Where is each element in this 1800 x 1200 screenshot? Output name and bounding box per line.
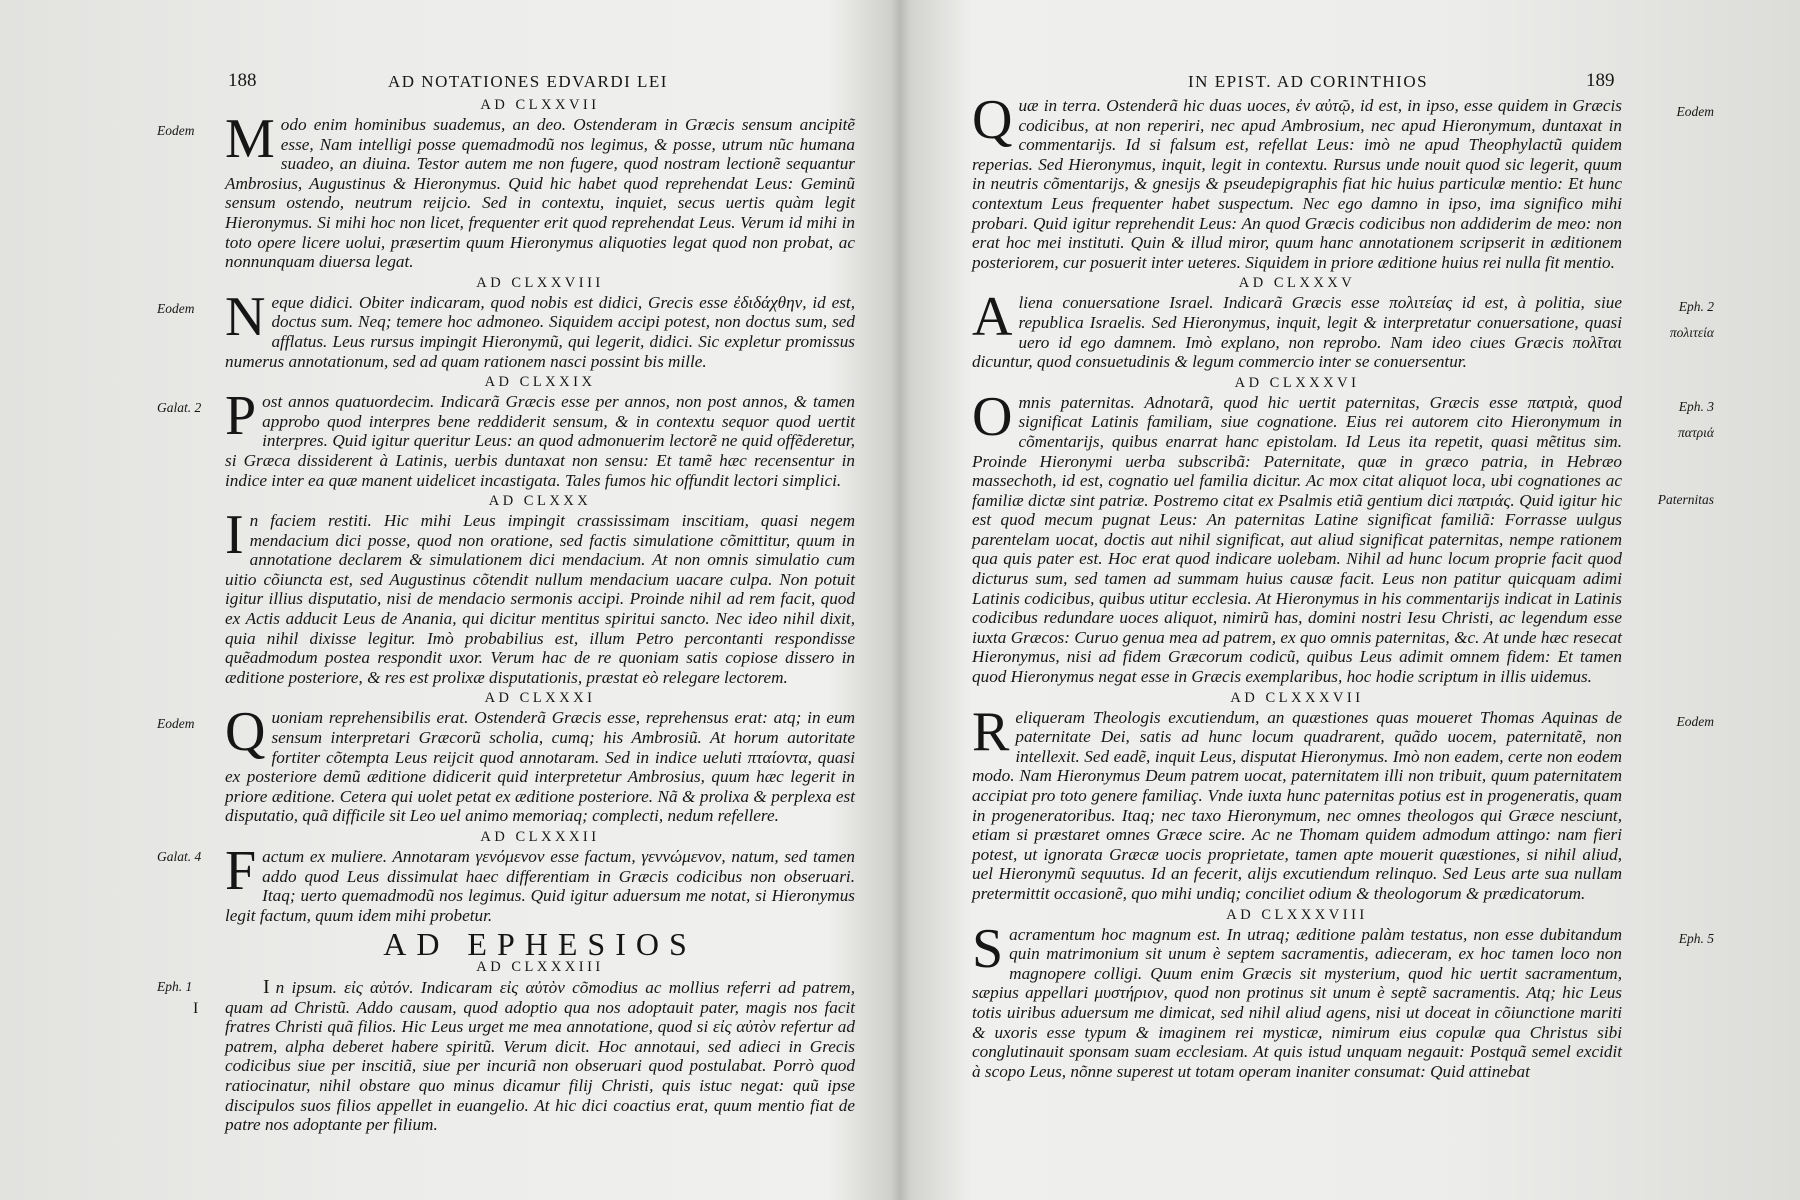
margin-greek-gloss: πατριά [1678, 424, 1714, 440]
margin-reference: Eodem [157, 716, 195, 732]
margin-reference: Eph. 2 [1678, 299, 1714, 315]
annotation-heading: AD CLXXXV [1238, 275, 1356, 292]
annotation-text: Omnis paternitas. Adnotarã, quod hic uertit paternitas, Græcis esse πατριὰ, quod significat Latinis familiam, siue cognatione. Eius rei autorem cito Hieronymum in cõmentarijs, quibus enarrat hanc epistolam. Id Leus ita repetit, quasi mẽtitus sim. Proinde Hieronymi uerba subscribã: Paternitate, quæ in græco patria, in Hebræo massechoth, id est, cognatio uel familia dicitur. Ac mox citat aliquot loca, ubi cognationes ac familiæ dictæ sint patriæ. Postremo citat ex Psalmis etiã gentium dici πατριάς. Quid igitur hic est quod mecum pugnat Leus: An paternitas Latine significat familiã: Forrasse uulgus parentelam uocat, doctis aut nihil significat, aut aliud significat paternitas, nempe rationem qua quis pater est. Hoc erat quod indicare uolebam. Nihil ad hunc locum proprie facit quod dicturus sum, sed tamen ad summam huius causæ facit. Leus non patitur quicquam adimi Latinis codicibus, quibus utitur ecclesia. At Hieronymus in his commentarijs indicat in Latinis codicibus redundare uoces aliquot, nimirũ has, domini nostri Iesu Christi, ac legendum esse iuxta Græcos: Curuo genua mea ad patrem, ex quo omnis paternitas, &c. At unde hæc resecat Hieronymus, nisi ad fidem Græcorum codicũ, quibus Leus adimit omnem fidem: Et tamen quod Hieronymus negat esse in Græcis exemplaribus, hoc hodie scriptum in illis uidemus. [972, 385, 1622, 687]
annotation [972, 89, 1714, 272]
annotation [157, 274, 855, 371]
margin-reference: Eph. 5 [1678, 930, 1714, 946]
margin-reference: Eodem [157, 123, 195, 138]
annotation-heading: AD CLXXXVI [1234, 374, 1360, 391]
drop-cap: S [972, 917, 1004, 980]
annotation [157, 374, 855, 490]
annotation [157, 690, 855, 826]
annotation-heading: AD CLXXVIII [476, 274, 604, 291]
drop-cap: Q [225, 701, 266, 764]
annotation-heading: AD CLXXXVII [1230, 689, 1364, 706]
annotation-text: Reliqueram Theologis excutiendum, an quæstiones quas moueret Thomas Aquinas de paternitate Dei, satis ad hunc locum quadrarent, quãdo uocem, paternitatẽ, non intellexit. Sed eadẽ, inquit Leus, disputat Hieronymus. Imò non eadem, certe non eodem modo. Nam Hieronymus Deum patrem uocat, paternitatem illi non tribuit, quum paternitatem accipiat pro toto genere familiaç. Vnde iuxta hunc paternitas potius est in progeneratis, quam in progeneratoribus. Itaq; nec taxo Hieronymum, nec omnes theologos qui Græce nesciunt, etiam si præstaret omnes Græce scire. Ac ne Thomam quidem admodum attingo: nam fieri potest, ut ignorata Græcæ uocis proprietate, tamen apte mouerit quæstiones, si nihil aliud, uel Hieronymũ sequutus. Id an fecerit, alijs excutiendum relinquo. Sed Leus arte sua nullam pretermittit occasionẽ, quo mihi undiq; conciliet odium & theologorum & prædicatorum. [972, 700, 1622, 903]
drop-cap: O [972, 385, 1013, 448]
page-number: 189 [1586, 70, 1615, 91]
annotation-heading: AD CLXXXVIII [1226, 906, 1368, 923]
line-marker: I [193, 999, 199, 1017]
annotation [972, 906, 1714, 1082]
drop-cap: F [225, 840, 257, 902]
annotation [225, 493, 855, 687]
left-page [0, 0, 890, 1200]
drop-cap: Q [972, 89, 1013, 151]
drop-cap: I [225, 504, 244, 567]
margin-reference: Eodem [1676, 104, 1714, 119]
annotation [972, 275, 1714, 372]
annotation-text: Sacramentum hoc magnum est. In utraq; æditione palàm testatus, non esse dubitandum quin matrimonium sit unum è septem sacramentis, adieceram, ex hoc tamen loco non magnopere colligi. Quum enim Græcis sit mysterium, quod hic uertit sacramentum, sæpius appellari μυστήριον, quod non protinus sit unum è septẽ sacramentis. Atq; hic Leus totis uiribus aduersum me dimicat, sed nihil aliud agens, nisi ut doceat in cõiunctione mariti & uxoris esse typum & imaginem rei mysticæ, nimirum eius copulæ qua Christus sibi conglutinauit sponsam suam ecclesiam. At quis istud unquam negauit: Postquã semel excidit à scopo Leus, nõnne superest ut totam operam inaniter consumat: Quid attinebat [972, 917, 1622, 1081]
margin-reference: Eodem [1676, 713, 1714, 729]
annotation-text: Post annos quatuordecim. Indicarã Græcis esse per annos, non post annos, & tamen approbo quod interpres bene reddiderit sensum, & in contextu sequor quod uertit interpres. Quid igitur queritur Leus: an quod admonuerim lectorẽ ne quid offẽderetur, si Græca dissiderent à Latinis, uerbis duntaxat non sensu: Et tamẽ hæc recensentur in indice inter ea quæ manent uidelicet incastigata. Tales fumos hic offundit lectori simplici. [225, 385, 855, 490]
margin-greek-gloss: πολιτεία [1669, 325, 1714, 341]
annotation-text: Aliena conuersatione Israel. Indicarã Græcis esse πολιτείας id est, à politia, siue republica Israelis. Sed Hieronymus, inquit, legit & interpretatur conuersatione, quasi uero id ego damnem. Imò explano, non reprobo. Nam ideo ciues Græcis πολῖται dicuntur, quod consuetudinis & legum commercio inter se conuersentur. [972, 286, 1622, 372]
text-column [157, 96, 855, 1138]
annotation-heading: AD CLXXXII [480, 829, 600, 845]
right-page [900, 0, 1800, 1200]
annotation-text: I n ipsum. εἰς αὐτόν. Indicaram εἰς αὐτὸν cõmodius ac mollius referri ad patrem, quam ad Christũ. Addo causam, quod adoptio qua nos adoptauit pater, magis nos facit fratres Christi quã filios. Hic Leus urget me mea annotatione, quod si εἰς αὐτὸν refertur ad patrem, alpha deberet habere spiritũ. Verum dicit. Hoc annotaui, sed adieci in Grecis codicibus siue per inscitiã, siue per incuriã non obseruari quod postulabat. Porrò quod ratiocinatur, nihil obstare quo minus dicamur filij Christi, quis istuc negat: quũ ipse discipulos suos filios appellet in euangelio. At hic dici coactius erat, quum mentio fiat de patre nos adoptante per filium. [225, 975, 855, 1135]
drop-cap: A [972, 286, 1013, 349]
margin-reference: Galat. 2 [157, 400, 202, 416]
margin-reference: Paternitas [1657, 491, 1714, 507]
annotation-text: Neque didici. Obiter indicaram, quod nobis est didici, Grecis esse ἐδιδάχθην, id est, doctus sum. Neq; temere hoc admoneo. Siquidem accipi potest, non doctus sum, sed afflatus. Leus rursus impingit Hieronymũ, qui legerit, didici. Sic expletur promissus numerus annotationum, sed ad quam rationem nasci possint bis mille. [225, 285, 855, 371]
annotation-heading: AD CLXXX [488, 493, 592, 510]
annotation [157, 958, 855, 1135]
running-head: AD NOTATIONES EDVARDI LEI [388, 72, 668, 91]
page-number: 188 [228, 70, 257, 91]
drop-cap: I [263, 975, 270, 998]
margin-reference: Galat. 4 [157, 849, 202, 864]
annotation-text: Quoniam reprehensibilis erat. Ostenderã Græcis esse, reprehensus erat: atq; in eum sensum interpretari Græcorũ scholia, cumq; his Ambrosiũ. At horum autoritate fortiter cõtempta Leus reijcit quod annotaram. Sed in indice ueluti πταίοντα, quasi ex posteriore demũ æditione didicerit quid interpretetur Ambrosius, quum hæc legerit in priore æditione. Cetera qui uolet petat ex æditione posteriore. Nã & prolixa & perplexa est disputatio, quã difficile sit Leo uel animo memoriaq; complecti, nedum refellere. [225, 701, 855, 826]
text-column [972, 89, 1714, 1084]
drop-cap: R [972, 700, 1010, 763]
annotation-text: In faciem restiti. Hic mihi Leus impingit crassissimam inscitiam, quasi negem mendacium dici posse, quod non oratione, sed factis simulatione cõmittitur, quum in annotatione declarem & simulationem dici mendacium. At non omnis simulatio cum uitio cõiuncta est, sed Augustinus cõtendit nullum mendacium uacare culpa. Non potuit igitur illius disputatio, nisi de mendacio sermonis accipi. Proinde nihil ad rem facit, quod ex Actis adducit Leus de Anania, qui dicitur mentitus spiritui sancto. Nec ideo nihil dixit, quia nihil dixisse legitur. Imò probabilius est, illum Petro percontanti respondisse quẽadmodum postea respondit uxor. Verum hac de re quoniam satis copiose dissero in æditione posteriore, & res est prolixæ disputationis, præstat eò relegare lectorem. [225, 504, 855, 687]
annotation [157, 829, 855, 925]
annotation-text: Modo enim hominibus suademus, an deo. Ostenderam in Græcis sensum ancipitẽ esse, Nam intelligi posse quemadmodũ nos legimus, & posse, utrum nũc humana suadeo, an diuina. Testor autem me non fugere, quod nostram lectionẽ sequantur Ambrosius, Augustinus & Hieronymus. Quid hic habet quod reprehendat Leus: Geminũ sensum ostendo, neutrum reijcio. Sed in contextu, inquiet, secus uertis quàm legit Hieronymus. Si mihi hoc non licet, frequenter erit quod reprehendat Leus. Verum id mihi in toto opere licere uolui, præsertim quum Hieronymus aliquoties legat quod non probat, ac nonnunquam diuersa legat. [225, 108, 855, 272]
drop-cap: N [225, 285, 266, 348]
drop-cap: P [225, 385, 257, 448]
margin-reference: Eph. 3 [1678, 398, 1714, 414]
running-head: IN EPIST. AD CORINTHIOS [1188, 72, 1429, 91]
annotation-text: Factum ex muliere. Annotaram γενόμενον esse factum, γεννώμενον, natum, sed tamen addo quod Leus dissimulat haec differentiam in Græcis codicibus non obseruari. Itaq; uerto quemadmodũ nos legimus. Quid igitur aduersum me notat, si Hieronymus legit factum, quum idem mihi probetur. [225, 840, 855, 925]
annotation-heading: AD CLXXVII [480, 97, 600, 113]
margin-reference: Eph. 1 [157, 978, 193, 994]
annotation-text: Quæ in terra. Ostenderã hic duas uoces, ἐν αὐτῷ, id est, in ipso, esse quidem in Græcis codicibus, at non reperiri, nec apud Ambrosium, nec apud Hieronymum, duntaxat in commentarijs. Id si falsum est, refellat Leus: imò ne apud Theophylactũ quidem reperias. Sed Hieronymus, inquit, legit in contextu. Rursus unde nouit quod sic legerit, quum in neutris cõmentarijs, & gnesijs & pseudepigraphis fiat hic huius particulæ mentio: Et hunc contextum Leus frequenter habet suspectum. Nec ego damno in ipso, ima significo mihi probari. Quid igitur reprehendit Leus: An quod Græcis codicibus non addiderim de meo: non erat hoc mei instituti. Quin & illud miror, quum hanc annotationem scripserit in æditionem posteriorem, cur posuerit inter ueteres. Siquidem in priore æditione huius rei nulla fit mentio. [972, 89, 1622, 272]
section-title: AD EPHESIOS [383, 926, 697, 963]
margin-reference: Eodem [157, 300, 195, 316]
annotation-heading: AD CLXXXIII [476, 958, 604, 975]
annotation-heading: AD CLXXIX [484, 374, 596, 391]
annotation [157, 97, 855, 272]
annotation-heading: AD CLXXXI [484, 690, 596, 707]
annotation [972, 374, 1714, 687]
drop-cap: M [225, 108, 275, 170]
